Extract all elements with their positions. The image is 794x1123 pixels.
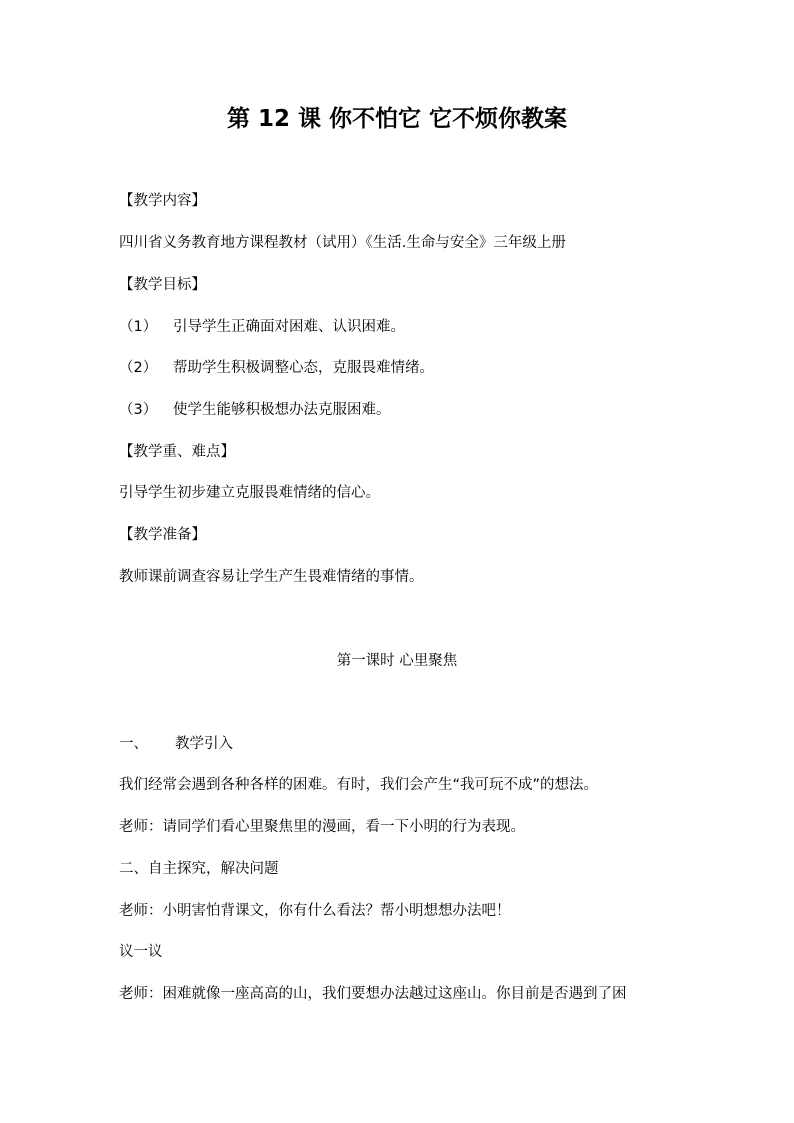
section-number: 一、	[119, 736, 148, 752]
goal-number: （2）	[119, 360, 158, 376]
goal-number: （1）	[119, 319, 158, 335]
goal-number: （3）	[119, 402, 158, 418]
goal-item-1	[119, 316, 405, 338]
discuss-label: 议一议	[119, 944, 163, 960]
goal-text: 使学生能够积极想办法克服困难。	[173, 402, 391, 418]
prep-heading: 【教学准备】	[119, 527, 206, 543]
paragraph-2: 老师：请同学们看心里聚焦里的漫画，看一下小明的行为表现。	[119, 819, 525, 835]
goal-item-2	[119, 357, 434, 379]
paragraph-3: 老师：小明害怕背课文，你有什么看法？帮小明想想办法吧！	[119, 903, 511, 919]
goals-heading: 【教学目标】	[119, 277, 206, 293]
document-title: 第 12 课 你不怕它 它不烦你教案	[226, 106, 568, 132]
goal-item-3	[119, 399, 391, 421]
goal-text: 引导学生正确面对困难、认识困难。	[173, 319, 405, 335]
keypoints-text: 引导学生初步建立克服畏难情绪的信心。	[119, 485, 380, 501]
content-heading: 【教学内容】	[119, 193, 206, 209]
lesson-title: 第一课时 心里聚焦	[336, 653, 458, 669]
paragraph-4: 老师：困难就像一座高高的山，我们要想办法越过这座山。你目前是否遇到了困	[119, 986, 627, 1002]
section2-heading: 二、自主探究，解决问题	[119, 861, 279, 877]
content-text: 四川省义务教育地方课程教材（试用）《生活.生命与安全》三年级上册	[119, 235, 566, 251]
paragraph-1: 我们经常会遇到各种各样的困难。有时，我们会产生“我可玩不成”的想法。	[119, 777, 599, 793]
goal-text: 帮助学生积极调整心态，克服畏难情绪。	[173, 360, 434, 376]
prep-text: 教师课前调查容易让学生产生畏难情绪的事情。	[119, 569, 424, 585]
section1-heading	[119, 733, 233, 755]
keypoints-heading: 【教学重、难点】	[119, 444, 235, 460]
section-title: 教学引入	[175, 736, 233, 752]
